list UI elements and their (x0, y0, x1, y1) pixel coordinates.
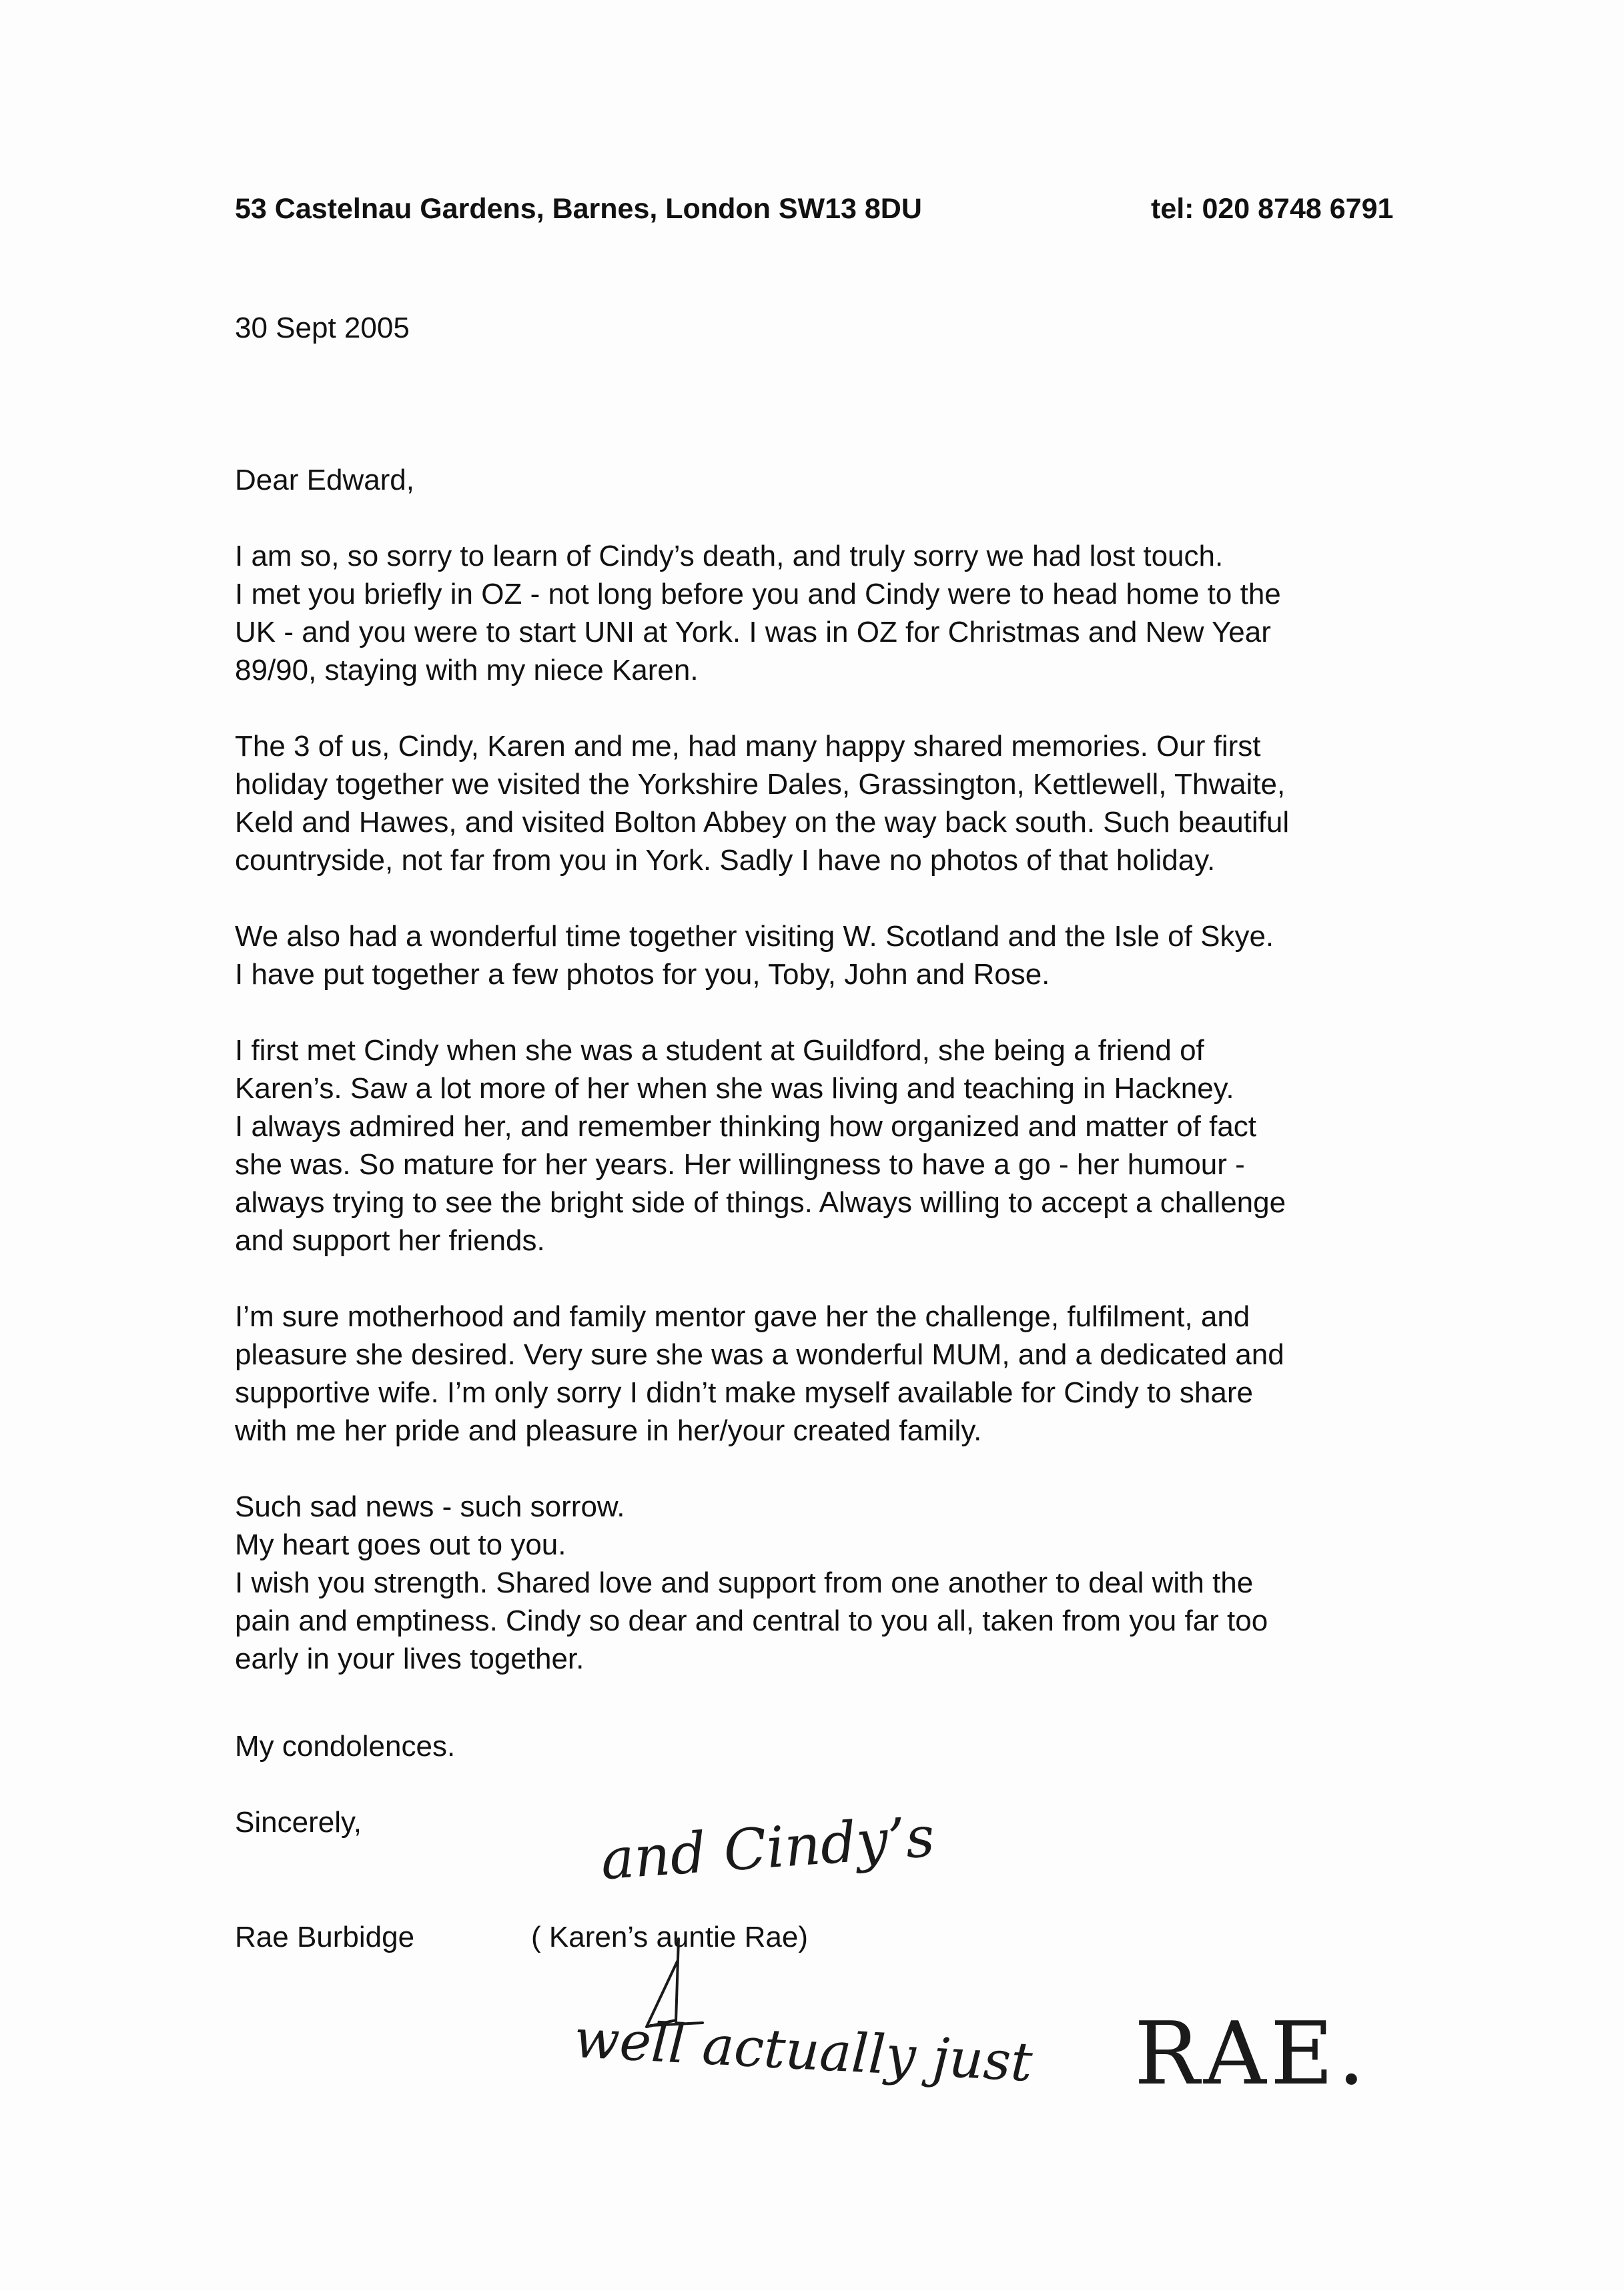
paragraph-line: Keld and Hawes, and visited Bolton Abbey on the way back south. Such beautiful (235, 806, 1290, 839)
signature-relation: ( Karen’s auntie Rae) (531, 1921, 808, 1953)
paragraph-line: supportive wife. I’m only sorry I didn’t make myself available for Cindy to share (235, 1376, 1253, 1409)
paragraph-line: early in your lives together. (235, 1643, 584, 1675)
paragraph-line: I have put together a few photos for you, Toby, John and Rose. (235, 958, 1050, 991)
paragraph-6 (235, 1488, 1476, 1678)
paragraph-line: and support her friends. (235, 1224, 545, 1257)
handwritten-name: RAE. (1134, 2003, 1369, 2104)
paragraph-line: Karen’s. Saw a lot more of her when she was living and teaching in Hackney. (235, 1072, 1234, 1105)
paragraph-line: UK - and you were to start UNI at York. I was in OZ for Christmas and New Year (235, 616, 1271, 648)
handwritten-postscript: well actually just (572, 2007, 1034, 2094)
paragraph-4 (235, 1031, 1476, 1260)
paragraph-line: I always admired her, and remember thinking how organized and matter of fact (235, 1110, 1257, 1143)
signature-name: Rae Burbidge (235, 1921, 415, 1953)
condolences-line: My condolences. (235, 1730, 456, 1763)
paragraph-line: countryside, not far from you in York. Sadly I have no photos of that holiday. (235, 844, 1216, 877)
letter-date: 30 Sept 2005 (235, 312, 410, 344)
paragraph-line: My heart goes out to you. (235, 1528, 566, 1561)
paragraph-1 (235, 537, 1476, 689)
sincerely-line: Sincerely, (235, 1806, 362, 1839)
paragraph-2 (235, 727, 1476, 879)
paragraph-line: The 3 of us, Cindy, Karen and me, had many happy shared memories. Our first (235, 730, 1261, 763)
paragraph-line: I first met Cindy when she was a student at Guildford, she being a friend of (235, 1034, 1204, 1067)
paragraph-line: I am so, so sorry to learn of Cindy’s death, and truly sorry we had lost touch. (235, 540, 1224, 572)
paragraph-line: 89/90, staying with my niece Karen. (235, 654, 699, 686)
handwritten-insertion: and Cindy’s (598, 1803, 937, 1893)
paragraph-line: she was. So mature for her years. Her willingness to have a go - her humour - (235, 1148, 1245, 1181)
paragraph-line: I’m sure motherhood and family mentor gave her the challenge, fulfilment, and (235, 1300, 1250, 1333)
paragraph-line: We also had a wonderful time together visiting W. Scotland and the Isle of Skye. (235, 920, 1274, 953)
paragraph-3 (235, 917, 1476, 993)
paragraph-line: with me her pride and pleasure in her/your created family. (235, 1414, 982, 1447)
paragraph-line: Such sad news - such sorrow. (235, 1490, 625, 1523)
paragraph-line: holiday together we visited the Yorkshire Dales, Grassington, Kettlewell, Thwaite, (235, 768, 1286, 801)
paragraph-line: I met you briefly in OZ - not long before you and Cindy were to head home to the (235, 578, 1281, 610)
paragraph-line: always trying to see the bright side of things. Always willing to accept a challenge (235, 1186, 1286, 1219)
letter-body (235, 461, 1476, 1678)
paragraph-line: pleasure she desired. Very sure she was a wonderful MUM, and a dedicated and (235, 1338, 1284, 1371)
paragraph-5 (235, 1298, 1476, 1450)
salutation: Dear Edward, (235, 464, 415, 496)
letterhead-address: 53 Castelnau Gardens, Barnes, London SW13 8DU (235, 193, 922, 225)
paragraph-line: I wish you strength. Shared love and support from one another to deal with the (235, 1566, 1254, 1599)
paragraph-line: pain and emptiness. Cindy so dear and central to you all, taken from you far too (235, 1605, 1268, 1637)
letterhead-telephone: tel: 020 8748 6791 (1151, 193, 1394, 225)
